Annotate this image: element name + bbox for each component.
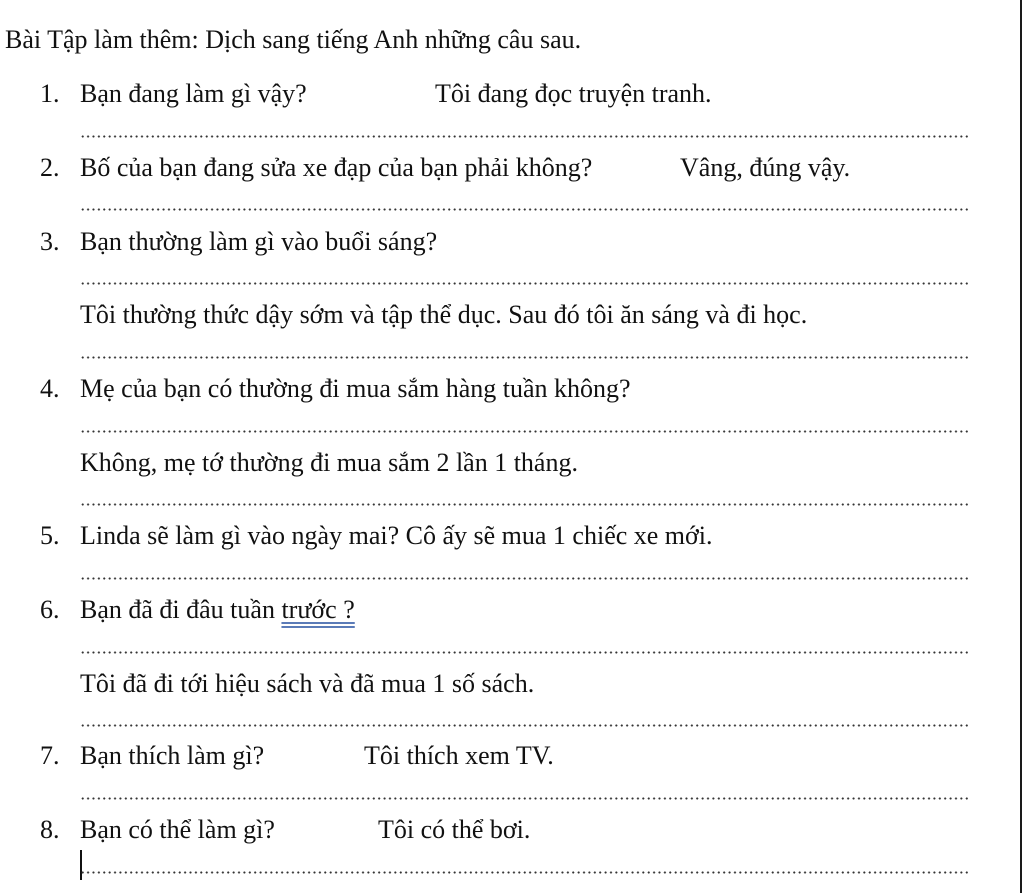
answer-line-8[interactable] [80,871,968,874]
answer-line-6a[interactable] [80,651,968,654]
item-number-5: 5. [40,521,60,550]
item-number-1: 1. [40,79,60,108]
answer-line-4b[interactable] [80,503,968,506]
answer-line-7[interactable] [80,797,968,800]
item-answer-4: Không, mẹ tớ thường đi mua sắm 2 lần 1 tháng. [80,448,578,477]
item-answer-8: Tôi có thể bơi. [378,815,531,844]
item-question-4: Mẹ của bạn có thường đi mua sắm hàng tuần không? [80,374,631,403]
item-answer-7: Tôi thích xem TV. [364,741,554,770]
item-number-4: 4. [40,374,60,403]
item-question-2: Bố của bạn đang sửa xe đạp của bạn phải không? [80,153,593,182]
item-question-5: Linda sẽ làm gì vào ngày mai? Cô ấy sẽ mua 1 chiếc xe mới. [80,521,713,550]
item-answer-6: Tôi đã đi tới hiệu sách và đã mua 1 số sách. [80,669,535,698]
answer-line-4a[interactable] [80,430,968,433]
item-answer-2: Vâng, đúng vậy. [680,153,851,182]
item-number-8: 8. [40,815,60,844]
item-question-6-text: Bạn đã đi đâu tuần [80,595,275,624]
item-question-7: Bạn thích làm gì? [80,741,265,770]
answer-line-2[interactable] [80,208,968,211]
item-question-3: Bạn thường làm gì vào buổi sáng? [80,227,438,256]
item-question-1: Bạn đang làm gì vậy? [80,79,307,108]
exercise-title: Bài Tập làm thêm: Dịch sang tiếng Anh những câu sau. [5,25,582,54]
answer-line-3a[interactable] [80,282,968,285]
spellcheck-underlined-text: trước ? [281,595,355,624]
answer-line-1[interactable] [80,135,968,138]
item-answer-1: Tôi đang đọc truyện tranh. [435,79,712,108]
item-number-7: 7. [40,741,60,770]
answer-line-3b[interactable] [80,356,968,359]
item-number-2: 2. [40,153,60,182]
text-cursor [80,850,82,880]
item-number-3: 3. [40,227,60,256]
item-question-8: Bạn có thể làm gì? [80,815,275,844]
answer-line-6b[interactable] [80,724,968,727]
item-number-6: 6. [40,595,60,624]
answer-line-5[interactable] [80,577,968,580]
item-question-6 [80,594,355,626]
item-answer-3: Tôi thường thức dậy sớm và tập thể dục. Sau đó tôi ăn sáng và đi học. [80,300,808,329]
